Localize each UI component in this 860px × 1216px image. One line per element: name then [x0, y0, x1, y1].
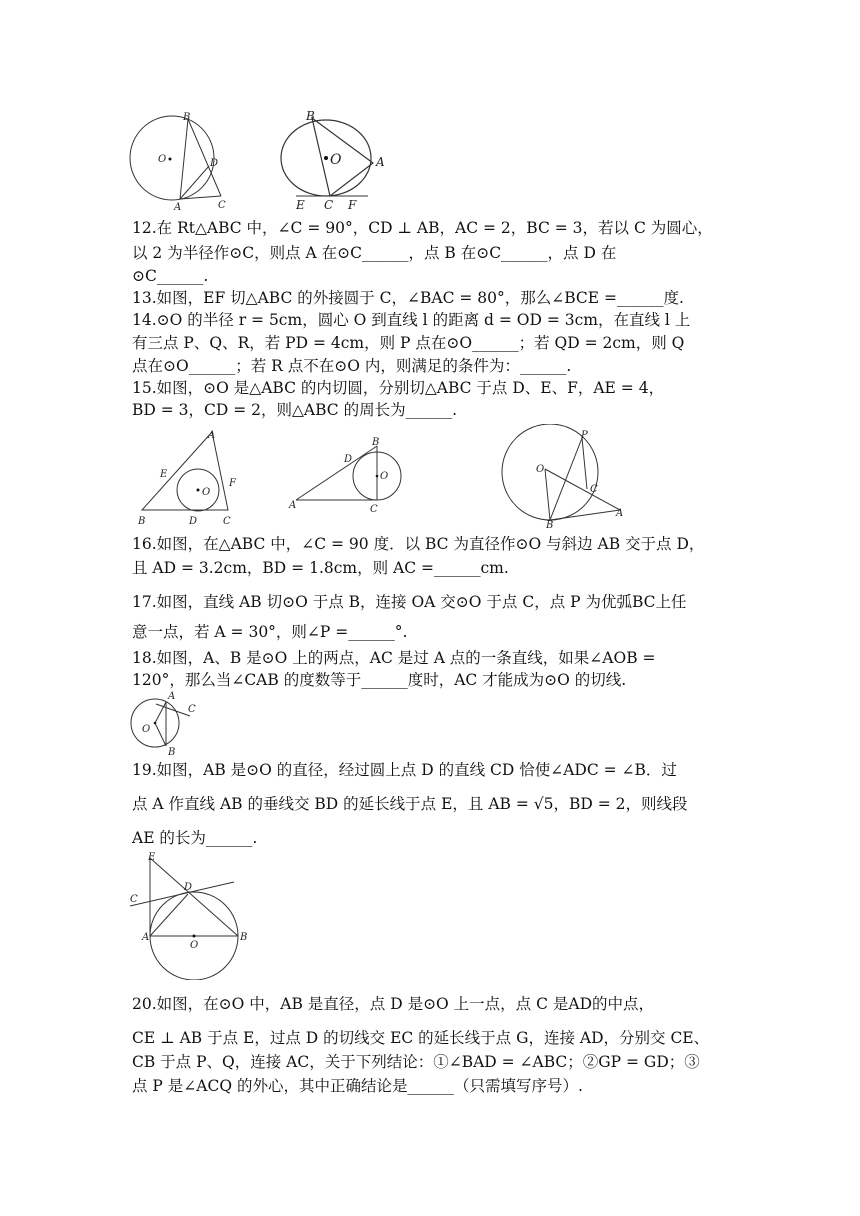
figure-q18 [128, 690, 202, 756]
figure-q19 [126, 848, 256, 980]
q16-line1: 16.如图，在△ABC 中，∠C = 90 度．以 BC 为直径作⊙O 与斜边 AB 交于点 D， [132, 535, 705, 553]
q14-line2: 有三点 P、Q、R，若 PD = 4cm，则 P 点在⊙O______；若 QD = 2cm，则 Q [132, 334, 685, 352]
q12-line3: ⊙C______. [132, 267, 209, 285]
label-F: F [229, 478, 236, 489]
figure-q17 [498, 424, 634, 528]
label-B: B [306, 109, 315, 123]
label-O: O [202, 487, 211, 498]
q14-line3: 点在⊙O______；若 R 点不在⊙O 内，则满足的条件为：______. [132, 357, 572, 375]
figure-q12 [126, 112, 236, 212]
label-C: C [218, 200, 226, 211]
label-C: C [324, 198, 334, 212]
label-E: E [160, 469, 168, 480]
q18-line1: 18.如图，A、B 是⊙O 上的两点，AC 是过 A 点的一条直线，如果∠AOB = [132, 649, 656, 667]
label-C: C [370, 504, 378, 515]
label-E: E [148, 852, 156, 863]
label-B: B [546, 520, 554, 528]
label-C: C [223, 516, 231, 527]
label-O: O [380, 471, 389, 482]
label-D: D [210, 158, 219, 169]
label-B: B [240, 932, 248, 943]
label-A: A [208, 430, 216, 441]
label-O: O [190, 940, 199, 951]
label-A: A [174, 202, 182, 212]
figure-q16 [284, 436, 410, 518]
q20-line4: 点 P 是∠ACQ 的外心，其中正确结论是______（只需填写序号）. [132, 1077, 583, 1095]
label-B: B [183, 112, 191, 123]
label-A: A [289, 500, 297, 511]
figure-q13 [278, 108, 390, 212]
label-O: O [142, 724, 151, 735]
label-O: O [330, 152, 342, 168]
label-D: D [189, 516, 198, 527]
q12-line2: 以 2 为半径作⊙C，则点 A 在⊙C______，点 B 在⊙C______，点 D 在 [132, 244, 617, 262]
label-D: D [344, 454, 353, 465]
label-D: D [184, 882, 193, 893]
label-A: A [168, 691, 176, 702]
q20-line3: CB 于点 P、Q，连接 AC，关于下列结论：①∠BAD = ∠ABC；②GP = GD；③ [132, 1053, 700, 1071]
q20-line1: 20.如图，在⊙O 中，AB 是直径，点 D 是⊙O 上一点，点 C 是AD的中点， [132, 995, 655, 1013]
q19-line1: 19.如图，AB 是⊙O 的直径，经过圆上点 D 的直线 CD 恰使∠ADC = ∠B．过 [132, 761, 677, 779]
label-C: C [590, 484, 598, 495]
q15-line2: BD = 3，CD = 2，则△ABC 的周长为______. [132, 401, 458, 419]
label-A: A [376, 155, 385, 169]
label-B: B [168, 747, 176, 756]
label-C: C [188, 704, 196, 715]
label-A: A [142, 932, 150, 943]
q20-line2: CE ⊥ AB 于点 E，过点 D 的切线交 EC 的延长线于点 G，连接 AD，分别交 CE、 [132, 1029, 710, 1047]
q15-line1: 15.如图，⊙O 是△ABC 的内切圆，分别切△ABC 于点 D、E、F，AE = 4， [132, 379, 665, 397]
label-B: B [138, 516, 146, 527]
q19-line3: AE 的长为______. [132, 829, 258, 847]
label-O: O [536, 464, 545, 475]
label-F: F [348, 198, 357, 212]
q12-line1: 12.在 Rt△ABC 中，∠C = 90°，CD ⊥ AB，AC = 2，BC = 3，若以 C 为圆心， [132, 219, 713, 237]
q17-line2: 意一点，若 A = 30°，则∠P =______°. [132, 623, 408, 641]
q14-line1: 14.⊙O 的半径 r = 5cm，圆心 O 到直线 l 的距离 d = OD = 3cm，在直线 l 上 [132, 311, 691, 329]
label-E: E [296, 198, 305, 212]
label-C: C [130, 894, 138, 905]
label-O: O [158, 154, 167, 165]
label-P: P [581, 430, 588, 441]
q16-line2: 且 AD = 3.2cm，BD = 1.8cm，则 AC =______cm. [132, 559, 509, 577]
q19-line2: 点 A 作直线 AB 的垂线交 BD 的延长线于点 E，且 AB = √5，BD = 2，则线段 [132, 795, 688, 813]
label-B: B [372, 437, 380, 448]
q13-line: 13.如图，EF 切△ABC 的外接圆于 C，∠BAC = 80°，那么∠BCE =______度. [132, 289, 684, 307]
label-A: A [616, 508, 624, 519]
figure-q15 [132, 424, 248, 530]
q17-line1: 17.如图，直线 AB 切⊙O 于点 B，连接 OA 交⊙O 于点 C，点 P 为优弧BC上任 [132, 593, 687, 611]
q18-line2: 120°，那么当∠CAB 的度数等于______度时，AC 才能成为⊙O 的切线. [132, 671, 627, 689]
